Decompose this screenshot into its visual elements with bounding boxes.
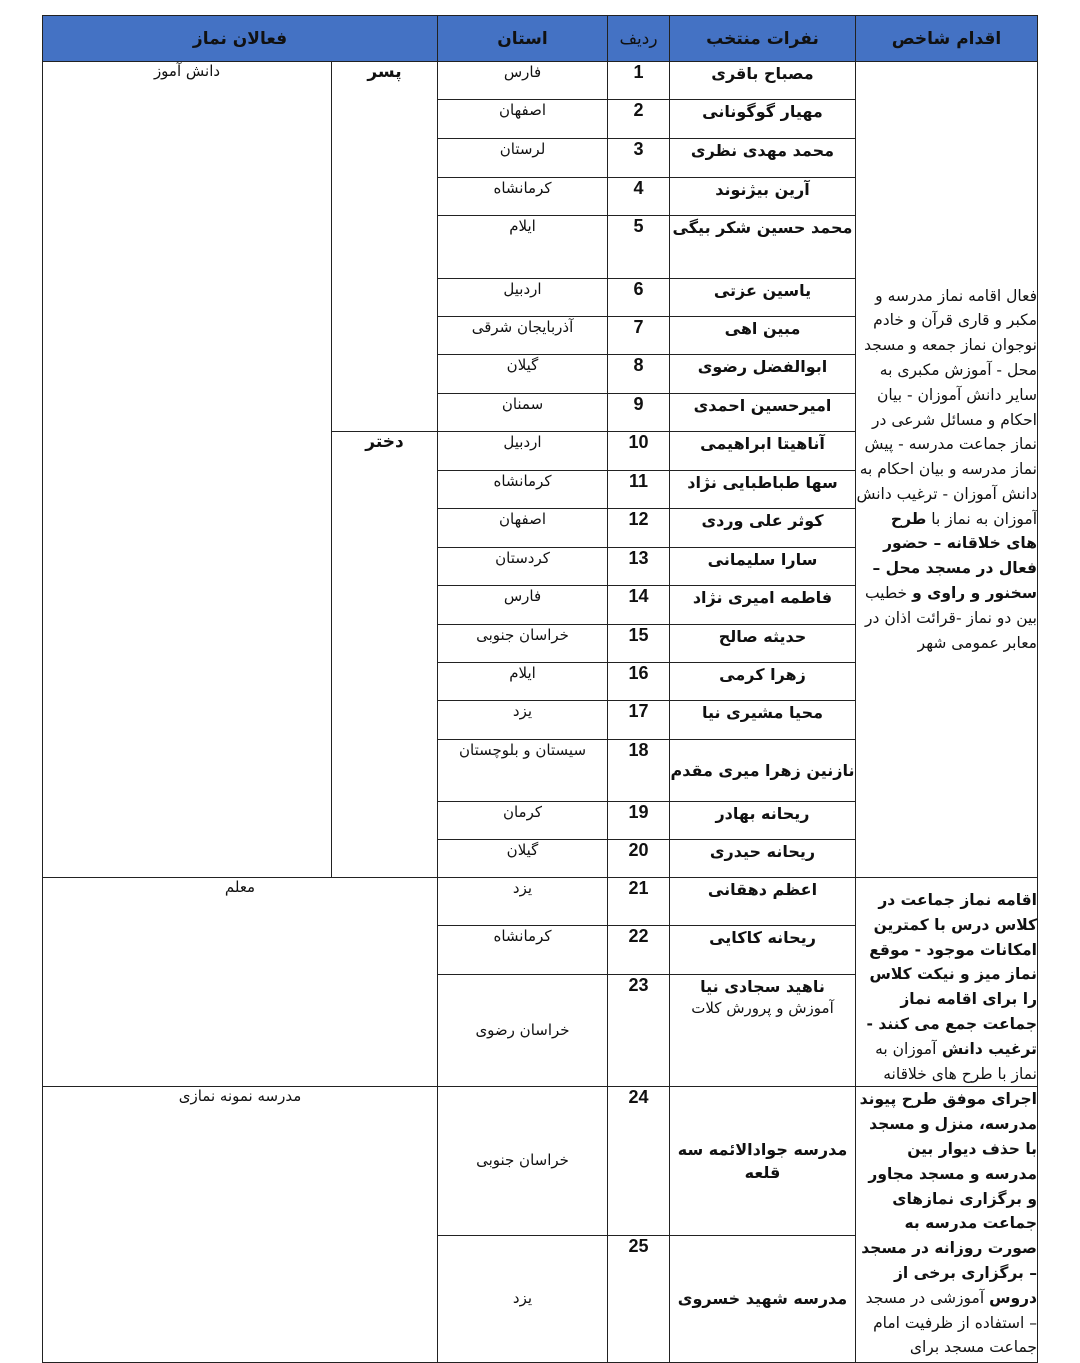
header-province: استان bbox=[438, 16, 608, 62]
row-number: 2 bbox=[608, 100, 670, 139]
selected-name: مصباح باقری bbox=[670, 62, 856, 100]
selected-name: کوثر علی وردی bbox=[670, 509, 856, 548]
selected-name: سها طباطبایی نژاد bbox=[670, 471, 856, 509]
selected-name: ریحانه بهادر bbox=[670, 802, 856, 840]
header-activists: فعالان نماز bbox=[43, 16, 438, 62]
row-number: 7 bbox=[608, 317, 670, 355]
province-cell: گیلان bbox=[438, 355, 608, 394]
province-cell: سمنان bbox=[438, 394, 608, 432]
province-cell: یزد bbox=[438, 1235, 608, 1363]
row-number: 1 bbox=[608, 62, 670, 100]
province-cell: فارس bbox=[438, 62, 608, 100]
table-row bbox=[43, 878, 1038, 926]
selected-name: ابوالفضل رضوی bbox=[670, 355, 856, 394]
row-number: 22 bbox=[608, 925, 670, 974]
row-number: 4 bbox=[608, 178, 670, 216]
selected-name: محمد حسین شکر بیگی bbox=[670, 216, 856, 279]
row-number: 6 bbox=[608, 279, 670, 317]
selected-name: آناهیتا ابراهیمی bbox=[670, 432, 856, 471]
province-cell: سیستان و بلوچستان bbox=[438, 740, 608, 802]
selected-name: مبین اهی bbox=[670, 317, 856, 355]
row-number: 24 bbox=[608, 1087, 670, 1235]
province-cell: اردبیل bbox=[438, 432, 608, 471]
province-cell: کرمانشاه bbox=[438, 178, 608, 216]
row-number: 18 bbox=[608, 740, 670, 802]
table-row bbox=[43, 62, 1038, 100]
group-school: مدرسه نمونه نمازی bbox=[43, 1087, 438, 1363]
row-number: 15 bbox=[608, 625, 670, 663]
selected-name: حدیثه صالح bbox=[670, 625, 856, 663]
province-cell: کرمانشاه bbox=[438, 925, 608, 974]
row-number: 23 bbox=[608, 975, 670, 1087]
winners-table bbox=[42, 15, 1038, 1363]
province-cell: اصفهان bbox=[438, 100, 608, 139]
row-number: 25 bbox=[608, 1235, 670, 1363]
row-number: 16 bbox=[608, 663, 670, 701]
selected-name: امیرحسین احمدی bbox=[670, 394, 856, 432]
province-cell: آذربایجان شرقی bbox=[438, 317, 608, 355]
selected-name: سارا سلیمانی bbox=[670, 548, 856, 586]
gender-girl: دختر bbox=[332, 432, 438, 878]
province-cell: لرستان bbox=[438, 139, 608, 178]
header-action: اقدام شاخص bbox=[856, 16, 1038, 62]
row-number: 21 bbox=[608, 878, 670, 926]
selected-name: ریحانه حیدری bbox=[670, 840, 856, 878]
selected-name: محمد مهدی نظری bbox=[670, 139, 856, 178]
row-number: 13 bbox=[608, 548, 670, 586]
selected-name: اعظم دهقانی bbox=[670, 878, 856, 926]
row-number: 19 bbox=[608, 802, 670, 840]
province-cell: کرمانشاه bbox=[438, 471, 608, 509]
selected-name: ریحانه کاکایی bbox=[670, 925, 856, 974]
selected-name: مدرسه جوادالائمه سه قلعه bbox=[670, 1087, 856, 1235]
header-selected: نفرات منتخب bbox=[670, 16, 856, 62]
selected-name: زهرا کرمی bbox=[670, 663, 856, 701]
group-teacher: معلم bbox=[43, 878, 438, 1087]
school-action-cell: اجرای موفق طرح پیوند مدرسه، منزل و مسجد با حذف دیوار بین مدرسه و مسجد مجاور و برگزاری نمازهای جماعت مدرسه به صورت روزانه در مسجد – برگزاری برخی از دروس آموزشی در مسجد – استفاده از ظرفیت امام جماعت مسجد برای bbox=[856, 1087, 1038, 1363]
row-number: 20 bbox=[608, 840, 670, 878]
selected-name: مدرسه شهید خسروی bbox=[670, 1235, 856, 1363]
selected-name: نازنین زهرا میری مقدم bbox=[670, 740, 856, 802]
group-student: دانش آموز bbox=[43, 62, 332, 878]
row-number: 17 bbox=[608, 701, 670, 740]
province-cell: فارس bbox=[438, 586, 608, 625]
row-number: 12 bbox=[608, 509, 670, 548]
selected-name: آرین بیژنوند bbox=[670, 178, 856, 216]
row-number: 11 bbox=[608, 471, 670, 509]
province-cell: کرمان bbox=[438, 802, 608, 840]
province-cell: یزد bbox=[438, 701, 608, 740]
row-number: 5 bbox=[608, 216, 670, 279]
student-action-cell: فعال اقامه نماز مدرسه و مکبر و قاری قرآن و خادم نوجوان نماز جمعه و مسجد محل - آموزش مکبری به سایر دانش آموزان - بیان احکام و مسائل شرعی در نماز جماعت مدرسه - پیش نماز مدرسه و بیان احکام به دانش آموزان - ترغیب دانش آموزان به نماز با طرح های خلاقانه – حضور فعال در مسجد محل – سخنور و راوی و خطیب بین دو نماز -قرائت اذان در معابر عمومی شهر bbox=[856, 62, 1038, 878]
province-cell: خراسان جنوبی bbox=[438, 1087, 608, 1235]
gender-boy: پسر bbox=[332, 62, 438, 432]
selected-name: فاطمه امیری نژاد bbox=[670, 586, 856, 625]
header-row-number: ردیف bbox=[608, 16, 670, 62]
row-number: 14 bbox=[608, 586, 670, 625]
teacher-action-cell: اقامه نماز جماعت در کلاس درس با کمترین امکانات موجود - موقع نماز میز و نیکت کلاس را برای اقامه نماز جماعت جمع می کنند - ترغیب دانش آموزان به نماز با طرح های خلاقانه bbox=[856, 878, 1038, 1087]
province-cell: ایلام bbox=[438, 663, 608, 701]
selected-name: ناهید سجادی نیا آموزش و پرورش کلات bbox=[670, 975, 856, 1087]
row-number: 10 bbox=[608, 432, 670, 471]
province-cell: کردستان bbox=[438, 548, 608, 586]
province-cell: خراسان جنوبی bbox=[438, 625, 608, 663]
province-cell: اصفهان bbox=[438, 509, 608, 548]
province-cell: اردبیل bbox=[438, 279, 608, 317]
selected-name: محیا مشیری نیا bbox=[670, 701, 856, 740]
header-row bbox=[43, 16, 1038, 62]
row-number: 8 bbox=[608, 355, 670, 394]
selected-name: مهیار گوگونانی bbox=[670, 100, 856, 139]
table-row bbox=[43, 1087, 1038, 1235]
row-number: 9 bbox=[608, 394, 670, 432]
province-cell: یزد bbox=[438, 878, 608, 926]
selected-name-sub: آموزش و پرورش کلات bbox=[691, 999, 834, 1018]
selected-name: یاسین عزتی bbox=[670, 279, 856, 317]
province-cell: ایلام bbox=[438, 216, 608, 279]
row-number: 3 bbox=[608, 139, 670, 178]
province-cell: خراسان رضوی bbox=[438, 975, 608, 1087]
province-cell: گیلان bbox=[438, 840, 608, 878]
